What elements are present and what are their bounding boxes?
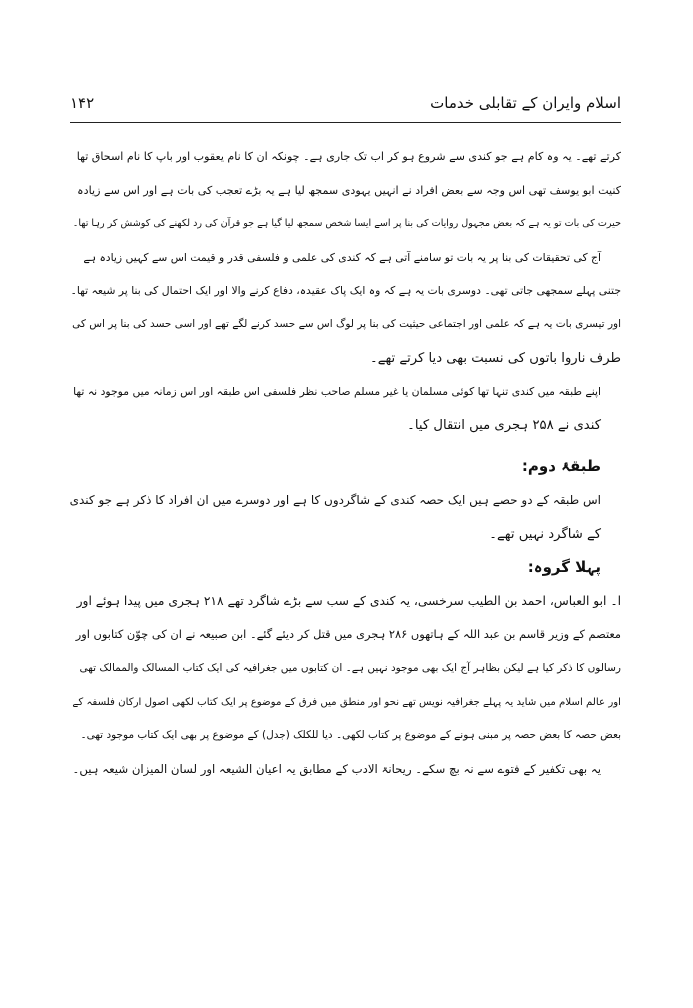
- text-line: رسالوں کا ذکر کیا ہے لیکن بظاہر آج ایک بھی موجود نہیں ہے۔ ان کتابوں میں جغرافیہ کی ایک کتاب المسالک والممالک تھی: [79, 661, 621, 674]
- text-line: جتنی پہلے سمجھی جاتی تھی۔ دوسری بات یہ ہے کہ وہ ایک پاک عقیدہ، دفاع کرنے والا اور ایک احتمال کی بنا پر شیعہ تھا۔: [70, 284, 621, 298]
- text-line: اور تیسری بات یہ ہے کہ علمی اور اجتماعی حیثیت کی بنا پر لوگ اس سے حسد کرنے لگے تھے اور اسی حسد کی بنا پر اس کی: [72, 317, 621, 330]
- text-line: طرف ناروا باتوں کی نسبت بھی دیا کرتے تھے۔: [369, 350, 621, 366]
- section-heading: پہلا گروہ:: [527, 558, 601, 577]
- page-header: [70, 92, 621, 122]
- text-line: کے شاگرد نہیں تھے۔: [489, 526, 601, 542]
- page-number: ۱۴۲: [70, 94, 95, 112]
- text-line: حیرت کی بات تو یہ ہے کہ بعض مجہول روایات کی بنا پر اسے ایسا شخص سمجھ لیا گیا ہے جو قرآن کی رد لکھنے کی کوشش کر رہا تھا۔: [72, 218, 621, 230]
- text-line: ا۔ ابو العباس، احمد بن الطیب سرخسی، یہ کندی کے سب سے بڑے شاگرد تھے ۲۱۸ ہجری میں پیدا ہوئے اور: [76, 593, 621, 608]
- text-line: اپنے طبقہ میں کندی تنہا تھا کوئی مسلمان یا غیر مسلم صاحب نظر فلسفی اس طبقہ اور اس زمانہ میں موجود نہ تھا: [73, 385, 601, 399]
- text-line: اس طبقہ کے دو حصے ہیں ایک حصہ کندی کے شاگردوں کا ہے اور دوسرے میں ان افراد کا ذکر ہے جو کندی: [70, 492, 601, 507]
- text-line: اور عالم اسلام میں شاید یہ پہلے جغرافیہ نویس تھے نحو اور منطق میں فرق کے موضوع پر ایک کتاب لکھی اصول ارکان فلسفہ کے: [72, 696, 621, 708]
- text-line: یہ بھی تکفیر کے فتوے سے نہ بچ سکے۔ ریحانۃ الادب کے مطابق یہ اعیان الشیعہ اور لسان المیزان شیعہ ہیں۔: [72, 761, 601, 776]
- body-text: [70, 140, 621, 786]
- text-line: کنیت ابو یوسف تھی اس وجہ سے بعض افراد نے انہیں یہودی سمجھ لیا ہے یہ بڑے تعجب کی بات ہے اور اس سے زیادہ: [77, 183, 621, 197]
- running-title: اسلام وایران کے تقابلی خدمات: [430, 94, 621, 112]
- text-line: معتصم کے وزیر قاسم بن عبد اللہ کے ہاتھوں ۲۸۶ ہجری میں قتل کر دیئے گئے۔ ابن صبیعہ نے ان کی چوّن کتابوں اور: [75, 627, 621, 642]
- section-heading: طبقۂ دوم:: [521, 457, 601, 476]
- header-rule: [70, 122, 621, 123]
- text-line: بعض حصہ کا بعض حصہ پر مبنی ہونے کے موضوع پر کتاب لکھی۔ دیا للکلک (جدل) کے موضوع پر بھی ایک کتاب موجود تھی۔: [80, 729, 621, 742]
- text-line: کرتے تھے۔ یہ وہ کام ہے جو کندی سے شروع ہو کر اب تک جاری ہے۔ چونکہ ان کا نام یعقوب اور باپ کا نام اسحاق تھا: [76, 150, 621, 163]
- text-line: آج کی تحقیقات کی بنا پر یہ بات تو سامنے آتی ہے کہ کندی کی علمی و فلسفی قدر و قیمت اس سے کہیں زیادہ ہے: [83, 250, 601, 264]
- text-line: کندی نے ۲۵۸ ہجری میں انتقال کیا۔: [407, 417, 601, 433]
